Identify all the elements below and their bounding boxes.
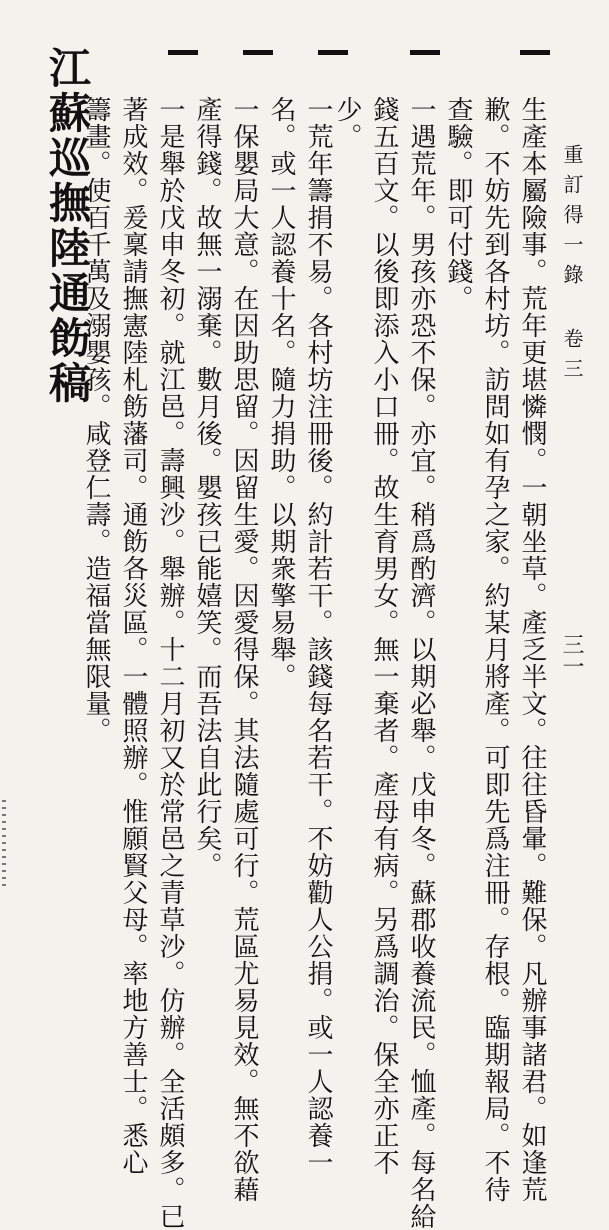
text-column: 名。或一人認養十名。隨力捐助。以期衆擎易舉。: [266, 96, 296, 690]
text-column: 錢五百文。以後即添入小口冊。故生育男女。無一棄者。產母有病。另爲調治。保全亦正不: [369, 96, 399, 1176]
text-column: 生產本屬險事。荒年更堪憐憫。一朝坐草。產乏半文。往往昏暈。難保。凡辦事諸君。如逢荒: [517, 96, 547, 1203]
text-column: 查驗。即可付錢。: [443, 96, 473, 312]
item-marker: [243, 50, 273, 55]
text-column: 歉。不妨先到各村坊。訪問如有孕之家。約某月將產。可即先爲注冊。存根。臨期報局。不待: [480, 96, 510, 1203]
text-column: 一荒年籌捐不易。各村坊注冊後。約計若干。該錢每名若干。不妨勸人公捐。或一人認養一: [303, 96, 333, 1176]
item-marker: [318, 50, 348, 55]
scan-speckle: [2, 800, 6, 890]
text-column: 一是舉於戊申冬初。就江邑。壽興沙。舉辦。十二月初又於常邑之青草沙。仿辦。全活頗多。已: [155, 96, 185, 1230]
text-column: 一遇荒年。男孩亦恐不保。亦宜。稍爲酌濟。以期必舉。戊申冬。蘇郡收養流民。恤產。每名給: [406, 96, 436, 1230]
item-marker: [168, 50, 198, 55]
text-column: 少。: [332, 96, 362, 150]
text-column: 產得錢。故無一溺棄。數月後。嬰孩已能嬉笑。而吾法自此行矣。: [192, 96, 222, 879]
item-marker: [410, 50, 440, 55]
page-number: 三一: [559, 633, 584, 677]
text-column: 一保嬰局大意。在因助思留。因留生愛。因愛得保。其法隨處可行。荒區尤易見效。無不欲藉: [229, 96, 259, 1203]
text-column: 著成效。爰稟請撫憲陸札飭藩司。通飭各災區。一體照辦。惟願賢父母。率地方善士。悉心: [118, 96, 148, 1176]
item-marker: [520, 50, 550, 55]
document-title: 江蘇巡撫陸通飭稿: [43, 46, 92, 406]
running-header: 重訂得一錄 卷三: [560, 144, 584, 388]
text-column: 籌畫。使百千萬及溺嬰孩。咸登仁壽。造福當無限量。: [81, 96, 111, 744]
